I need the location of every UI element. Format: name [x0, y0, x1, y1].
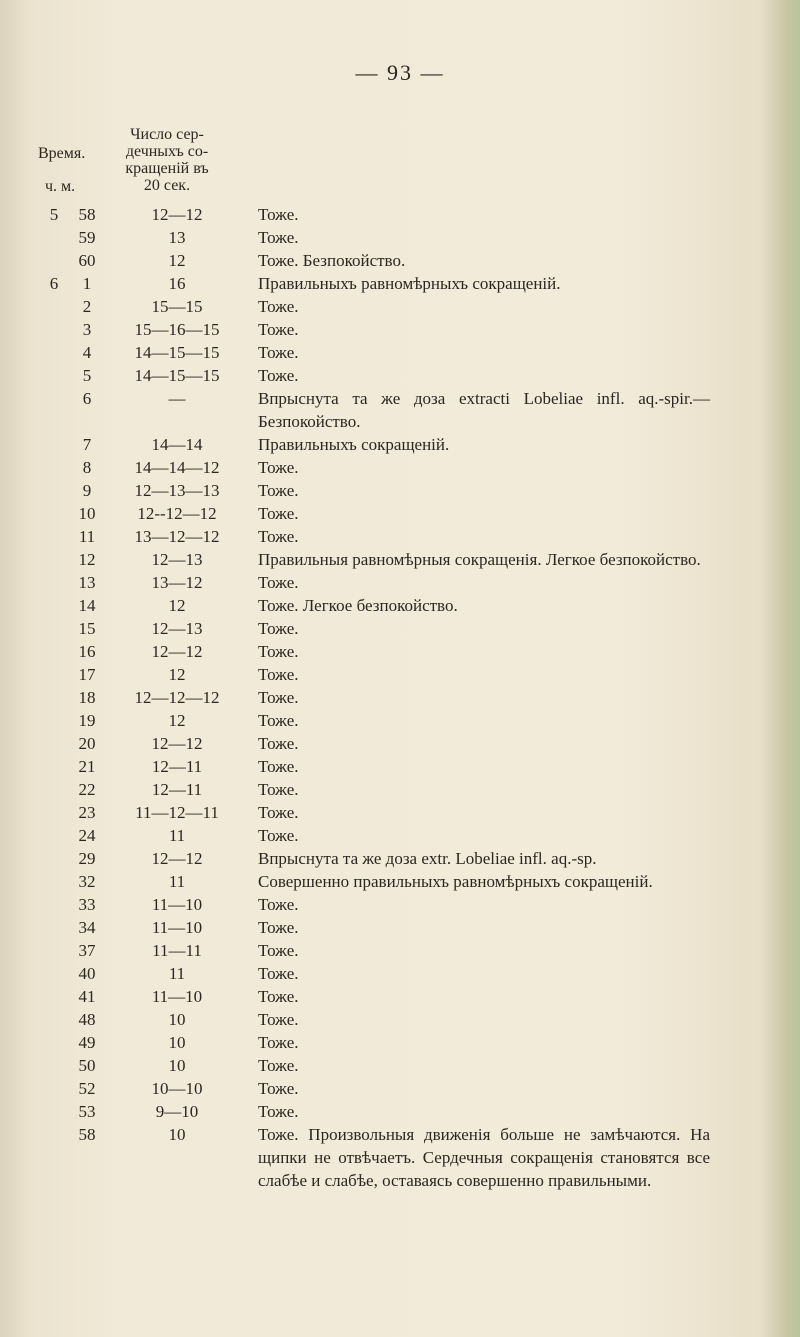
minute-cell: 12: [78, 550, 96, 569]
note-cell: Тоже.: [258, 1102, 299, 1121]
note-cell: Тоже.: [258, 918, 299, 937]
count-cell: 12—12: [151, 205, 203, 224]
table-row: [0, 433, 800, 456]
minute-cell: 14: [78, 596, 96, 615]
header-count-line: кращенiй въ: [125, 160, 209, 177]
note-cell: Впрыснута та же доза extr. Lobeliae infl. aq.-sp.: [258, 849, 597, 868]
count-cell: 12--12—12: [137, 504, 217, 523]
table-row: [0, 1054, 800, 1077]
note-cell: Тоже.: [258, 228, 299, 247]
hour-cell: 6: [49, 274, 59, 293]
count-cell: 10—10: [151, 1079, 203, 1098]
observation-table: [0, 203, 800, 1192]
count-cell: 11—12—11: [135, 803, 219, 822]
table-row: [0, 295, 800, 318]
table-row: [0, 755, 800, 778]
note-cell: Тоже.: [258, 481, 299, 500]
count-cell: 11: [168, 964, 186, 983]
count-cell: 10: [168, 1125, 186, 1144]
count-cell: 15—16—15: [134, 320, 220, 339]
minute-cell: 52: [78, 1079, 96, 1098]
minute-cell: 50: [78, 1056, 96, 1075]
count-cell: 10: [168, 1010, 186, 1029]
count-cell: 12—13: [151, 550, 203, 569]
table-row: [0, 801, 800, 824]
count-cell: 11—11: [152, 941, 202, 960]
table-row: [0, 640, 800, 663]
hour-cell: 5: [49, 205, 59, 224]
note-cell: Тоже.: [258, 964, 299, 983]
minute-cell: 24: [78, 826, 96, 845]
note-cell: Правильныя равномѣрныя сокращенiя. Легкое безпокойство.: [258, 550, 701, 569]
table-row: [0, 1123, 800, 1192]
count-cell: 12: [168, 665, 186, 684]
minute-cell: 49: [78, 1033, 96, 1052]
count-cell: —: [168, 389, 186, 408]
table-row: [0, 939, 800, 962]
note-cell: Тоже.: [258, 895, 299, 914]
note-cell: Совершенно правильныхъ равномѣрныхъ сокращенiй.: [258, 872, 653, 891]
minute-cell: 1: [82, 274, 92, 293]
minute-cell: 13: [78, 573, 96, 592]
count-cell: 14—15—15: [134, 343, 220, 362]
minute-cell: 21: [78, 757, 96, 776]
note-cell: Тоже.: [258, 1079, 299, 1098]
count-cell: 10: [168, 1056, 186, 1075]
minute-cell: 53: [78, 1102, 96, 1121]
table-row: [0, 870, 800, 893]
table-row: [0, 893, 800, 916]
note-cell: Тоже.: [258, 803, 299, 822]
note-cell: Тоже.: [258, 941, 299, 960]
table-row: [0, 364, 800, 387]
note-cell: Правильныхъ равномѣрныхъ сокращенiй.: [258, 274, 561, 293]
table-row: [0, 1100, 800, 1123]
note-cell: Тоже. Безпокойство.: [258, 251, 406, 270]
minute-cell: 16: [78, 642, 96, 661]
note-cell: Тоже.: [258, 320, 299, 339]
count-cell: 9—10: [155, 1102, 199, 1121]
minute-cell: 48: [78, 1010, 96, 1029]
minute-cell: 3: [82, 320, 92, 339]
note-cell: Тоже.: [258, 504, 299, 523]
table-row: [0, 456, 800, 479]
minute-cell: 23: [78, 803, 96, 822]
table-row: [0, 916, 800, 939]
count-cell: 11—10: [151, 987, 203, 1006]
minute-cell: 10: [78, 504, 96, 523]
table-row: [0, 686, 800, 709]
minute-cell: 22: [78, 780, 96, 799]
minute-cell: 60: [78, 251, 96, 270]
table-row: [0, 479, 800, 502]
count-cell: 12: [168, 251, 186, 270]
note-cell: Тоже.: [258, 366, 299, 385]
note-cell: Тоже.: [258, 642, 299, 661]
note-cell: Тоже.: [258, 527, 299, 546]
count-cell: 14—15—15: [134, 366, 220, 385]
count-cell: 10: [168, 1033, 186, 1052]
minute-cell: 59: [78, 228, 96, 247]
table-row: [0, 387, 800, 433]
table-row: [0, 571, 800, 594]
table-row: [0, 778, 800, 801]
minute-cell: 5: [82, 366, 92, 385]
minute-cell: 34: [78, 918, 96, 937]
minute-cell: 6: [82, 389, 92, 408]
minute-cell: 33: [78, 895, 96, 914]
header-count-line: дечныхъ со-: [125, 143, 209, 160]
minute-cell: 17: [78, 665, 96, 684]
header-count-line: 20 сек.: [143, 177, 191, 194]
minute-cell: 40: [78, 964, 96, 983]
count-cell: 12—11: [151, 757, 203, 776]
header-hours-minutes: ч. м.: [45, 178, 76, 195]
minute-cell: 8: [82, 458, 92, 477]
note-cell: Тоже.: [258, 1010, 299, 1029]
count-cell: 12: [168, 596, 186, 615]
note-cell: Тоже.: [258, 297, 299, 316]
page-number: — 93 —: [355, 60, 445, 85]
minute-cell: 15: [78, 619, 96, 638]
minute-cell: 41: [78, 987, 96, 1006]
table-row: [0, 985, 800, 1008]
note-cell: Тоже.: [258, 665, 299, 684]
minute-cell: 58: [78, 1125, 96, 1144]
note-cell: Тоже.: [258, 826, 299, 845]
count-cell: 14—14—12: [134, 458, 220, 477]
note-cell: Тоже.: [258, 1056, 299, 1075]
note-cell: Тоже.: [258, 573, 299, 592]
table-row: [0, 203, 800, 226]
count-cell: 11—10: [151, 918, 203, 937]
count-cell: 12—12—12: [134, 688, 220, 707]
count-cell: 12: [168, 711, 186, 730]
count-cell: 11—10: [151, 895, 203, 914]
count-cell: 13: [168, 228, 186, 247]
table-row: [0, 847, 800, 870]
note-cell: Тоже.: [258, 619, 299, 638]
count-cell: 12—12: [151, 734, 203, 753]
minute-cell: 4: [82, 343, 92, 362]
table-row: [0, 732, 800, 755]
count-cell: 16: [168, 274, 186, 293]
table-row: [0, 663, 800, 686]
note-cell: Тоже. Легкое безпокойство.: [258, 596, 458, 615]
count-cell: 12—13: [151, 619, 203, 638]
note-cell: Тоже.: [258, 1033, 299, 1052]
note-cell: Тоже.: [258, 711, 299, 730]
count-cell: 12—12: [151, 642, 203, 661]
count-cell: 13—12: [151, 573, 203, 592]
count-cell: 13—12—12: [134, 527, 220, 546]
count-cell: 12—11: [151, 780, 203, 799]
minute-cell: 29: [78, 849, 96, 868]
count-cell: 11: [168, 872, 186, 891]
table-row: [0, 318, 800, 341]
note-cell: Правильныхъ сокращенiй.: [258, 435, 450, 454]
note-cell: Тоже.: [258, 987, 299, 1006]
count-cell: 14—14: [151, 435, 203, 454]
minute-cell: 19: [78, 711, 96, 730]
table-row: [0, 525, 800, 548]
table-row: [0, 709, 800, 732]
count-cell: 11: [168, 826, 186, 845]
note-cell: Тоже.: [258, 688, 299, 707]
count-cell: 12—12: [151, 849, 203, 868]
table-row: [0, 594, 800, 617]
table-row: [0, 617, 800, 640]
note-cell: Тоже.: [258, 343, 299, 362]
minute-cell: 58: [78, 205, 96, 224]
table-row: [0, 1077, 800, 1100]
table-row: [0, 1031, 800, 1054]
minute-cell: 37: [78, 941, 96, 960]
header-time: Время.: [38, 145, 86, 162]
note-cell: Тоже.: [258, 780, 299, 799]
note-cell: Тоже.: [258, 757, 299, 776]
header-count-line: Число сер-: [130, 126, 204, 143]
note-cell: Впрыснута та же доза extracti Lobeliae infl. aq.-spir.—Безпокойство.: [258, 389, 710, 431]
table-row: [0, 548, 800, 571]
minute-cell: 18: [78, 688, 96, 707]
count-cell: 15—15: [151, 297, 203, 316]
minute-cell: 11: [78, 527, 96, 546]
minute-cell: 20: [78, 734, 96, 753]
note-cell: Тоже.: [258, 734, 299, 753]
table-row: [0, 502, 800, 525]
table-row: [0, 341, 800, 364]
table-row: [0, 272, 800, 295]
table-row: [0, 824, 800, 847]
minute-cell: 7: [82, 435, 92, 454]
note-cell: Тоже.: [258, 205, 299, 224]
minute-cell: 9: [82, 481, 92, 500]
note-cell: Тоже.: [258, 458, 299, 477]
note-cell: Тоже. Произвольныя движенiя больше не замѣчаются. На щипки не отвѣчаетъ. Сердечныя сокращенiя становятся все слабѣе и слабѣе, оставаясь совершенно правильными.: [258, 1125, 710, 1190]
minute-cell: 2: [82, 297, 92, 316]
table-row: [0, 249, 800, 272]
count-cell: 12—13—13: [134, 481, 220, 500]
table-row: [0, 962, 800, 985]
minute-cell: 32: [78, 872, 96, 891]
table-row: [0, 1008, 800, 1031]
header-count: [112, 126, 222, 194]
table-row: [0, 226, 800, 249]
